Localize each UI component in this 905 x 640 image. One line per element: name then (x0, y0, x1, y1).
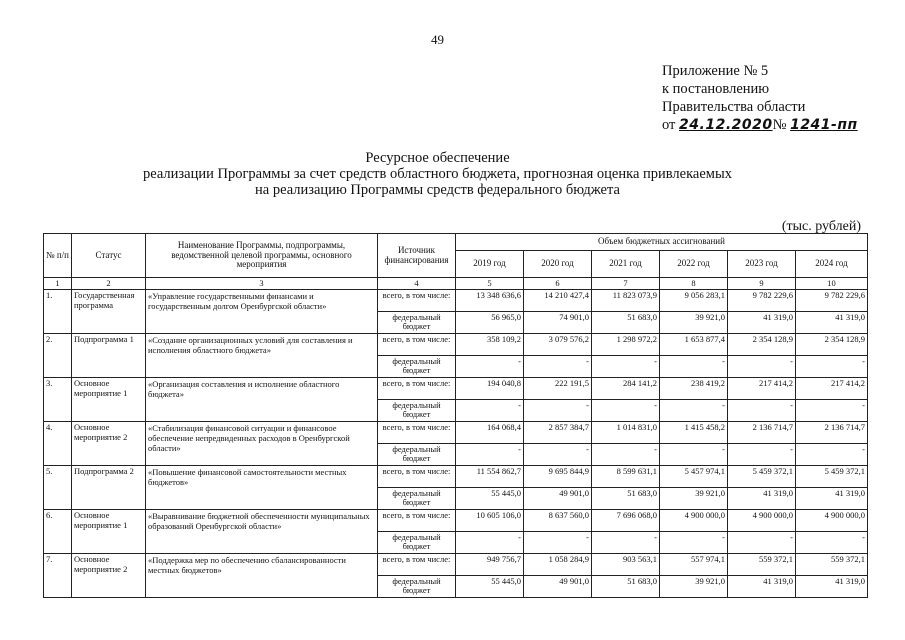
value-federal: - (524, 444, 592, 466)
row-number: 1. (44, 290, 72, 334)
table-row (44, 554, 868, 576)
annex-line-1: Приложение № 5 (662, 63, 769, 79)
value-total: 2 354 128,9 (728, 334, 796, 356)
value-total: 238 419,2 (660, 378, 728, 400)
annex-line-3: Правительства области (662, 99, 806, 115)
value-federal: - (524, 400, 592, 422)
value-total: 7 696 068,0 (592, 510, 660, 532)
value-total: 9 782 229,6 (796, 290, 868, 312)
row-status: Основное мероприятие 1 (72, 510, 146, 554)
value-total: 3 079 576,2 (524, 334, 592, 356)
value-federal: - (524, 532, 592, 554)
header-source: Источник финансирования (378, 234, 456, 278)
value-federal: 41 319,0 (728, 312, 796, 334)
header-year: 2021 год (592, 251, 660, 278)
value-total: 949 756,7 (456, 554, 524, 576)
table-row (44, 290, 868, 312)
row-source-total: всего, в том числе: (378, 554, 456, 576)
value-federal: 39 921,0 (660, 312, 728, 334)
value-total: 2 354 128,9 (796, 334, 868, 356)
value-federal: 56 965,0 (456, 312, 524, 334)
row-status: Подпрограмма 1 (72, 334, 146, 378)
value-total: 1 415 458,2 (660, 422, 728, 444)
value-federal: - (660, 444, 728, 466)
annex-line-2: к постановлению (662, 81, 770, 97)
value-total: 2 857 384,7 (524, 422, 592, 444)
value-federal: 41 319,0 (728, 488, 796, 510)
row-name: «Управление государственными финансами и государственным долгом Оренбургской области» (146, 290, 378, 334)
value-total: 1 014 831,0 (592, 422, 660, 444)
value-total: 9 056 283,1 (660, 290, 728, 312)
value-federal: 55 445,0 (456, 576, 524, 598)
resource-table (43, 233, 868, 598)
title-line-3: на реализацию Программы средств федерального бюджета (255, 182, 620, 198)
value-federal: - (728, 444, 796, 466)
value-federal: 51 683,0 (592, 576, 660, 598)
value-federal: - (456, 400, 524, 422)
header-year: 2023 год (728, 251, 796, 278)
row-number: 2. (44, 334, 72, 378)
row-number: 7. (44, 554, 72, 598)
row-status: Основное мероприятие 2 (72, 554, 146, 598)
value-federal: - (524, 356, 592, 378)
table-row (44, 466, 868, 488)
value-total: 5 459 372,1 (728, 466, 796, 488)
units-label: (тыс. рублей) (781, 219, 861, 234)
row-source-federal: федеральный бюджет (378, 312, 456, 334)
table-row (44, 378, 868, 400)
date-prefix: от (662, 117, 676, 133)
value-total: 8 637 560,0 (524, 510, 592, 532)
value-federal: - (660, 400, 728, 422)
row-source-federal: федеральный бюджет (378, 532, 456, 554)
row-number: 3. (44, 378, 72, 422)
header-name: Наименование Программы, подпрограммы, ведомственной целевой программы, основного мероприятия (146, 234, 378, 278)
value-total: 1 058 284,9 (524, 554, 592, 576)
value-total: 1 298 972,2 (592, 334, 660, 356)
row-source-total: всего, в том числе: (378, 290, 456, 312)
value-federal: 51 683,0 (592, 488, 660, 510)
row-name: «Организация составления и исполнение областного бюджета» (146, 378, 378, 422)
row-name: «Создание организационных условий для составления и исполнения областного бюджета» (146, 334, 378, 378)
header-year: 2024 год (796, 251, 868, 278)
row-name: «Поддержка мер по обеспечению сбалансированности местных бюджетов» (146, 554, 378, 598)
value-total: 9 782 229,6 (728, 290, 796, 312)
value-federal: 51 683,0 (592, 312, 660, 334)
row-name: «Стабилизация финансовой ситуации и финансовое обеспечение непредвиденных расходов в Оренбургской области» (146, 422, 378, 466)
annex-block (662, 62, 858, 134)
title-line-2: реализации Программы за счет средств областного бюджета, прогнозная оценка привлекаемых (143, 166, 732, 182)
value-total: 2 136 714,7 (796, 422, 868, 444)
row-number: 5. (44, 466, 72, 510)
column-number: 10 (796, 278, 868, 290)
value-federal: - (592, 356, 660, 378)
value-federal: 49 901,0 (524, 488, 592, 510)
value-total: 5 459 372,1 (796, 466, 868, 488)
value-federal: 55 445,0 (456, 488, 524, 510)
value-total: 11 823 073,9 (592, 290, 660, 312)
value-total: 10 605 106,0 (456, 510, 524, 532)
value-federal: - (728, 400, 796, 422)
value-federal: - (456, 532, 524, 554)
value-total: 194 040,8 (456, 378, 524, 400)
value-total: 284 141,2 (592, 378, 660, 400)
header-budget: Объем бюджетных ассигнований (456, 234, 868, 251)
row-source-total: всего, в том числе: (378, 334, 456, 356)
title-line-1: Ресурсное обеспечение (365, 150, 510, 166)
value-federal: - (796, 400, 868, 422)
table-row (44, 510, 868, 532)
value-total: 1 653 877,4 (660, 334, 728, 356)
header-year: 2022 год (660, 251, 728, 278)
value-federal: 74 901,0 (524, 312, 592, 334)
value-federal: - (728, 532, 796, 554)
row-name: «Выравнивание бюджетной обеспеченности муниципальных образований Оренбургской области» (146, 510, 378, 554)
row-source-total: всего, в том числе: (378, 422, 456, 444)
value-total: 4 900 000,0 (728, 510, 796, 532)
value-total: 217 414,2 (728, 378, 796, 400)
column-number: 5 (456, 278, 524, 290)
value-total: 4 900 000,0 (796, 510, 868, 532)
column-number: 1 (44, 278, 72, 290)
page-number: 49 (431, 32, 444, 47)
column-number: 9 (728, 278, 796, 290)
column-number: 4 (378, 278, 456, 290)
table-row (44, 422, 868, 444)
column-number: 3 (146, 278, 378, 290)
value-total: 13 348 636,6 (456, 290, 524, 312)
row-status: Основное мероприятие 2 (72, 422, 146, 466)
value-federal: 41 319,0 (796, 312, 868, 334)
header-year: 2019 год (456, 251, 524, 278)
value-total: 358 109,2 (456, 334, 524, 356)
value-total: 11 554 862,7 (456, 466, 524, 488)
row-source-total: всего, в том числе: (378, 378, 456, 400)
row-number: 6. (44, 510, 72, 554)
number-sign: № (772, 117, 787, 133)
header-num: № п/п (44, 234, 72, 278)
value-federal: - (728, 356, 796, 378)
value-total: 4 900 000,0 (660, 510, 728, 532)
value-total: 222 191,5 (524, 378, 592, 400)
column-number: 8 (660, 278, 728, 290)
row-source-total: всего, в том числе: (378, 466, 456, 488)
value-total: 557 974,1 (660, 554, 728, 576)
table-body (44, 290, 868, 598)
row-source-total: всего, в том числе: (378, 510, 456, 532)
header-status: Статус (72, 234, 146, 278)
value-federal: - (660, 532, 728, 554)
value-federal: - (796, 356, 868, 378)
value-total: 2 136 714,7 (728, 422, 796, 444)
value-federal: 41 319,0 (728, 576, 796, 598)
row-source-federal: федеральный бюджет (378, 488, 456, 510)
column-number: 6 (524, 278, 592, 290)
table-row (44, 334, 868, 356)
row-source-federal: федеральный бюджет (378, 400, 456, 422)
value-federal: 39 921,0 (660, 488, 728, 510)
value-federal: - (592, 444, 660, 466)
value-total: 5 457 974,1 (660, 466, 728, 488)
value-federal: - (456, 444, 524, 466)
value-federal: 41 319,0 (796, 488, 868, 510)
header-year: 2020 год (524, 251, 592, 278)
value-federal: - (592, 532, 660, 554)
annex-date-line (662, 116, 858, 134)
value-federal: - (796, 444, 868, 466)
row-status: Основное мероприятие 1 (72, 378, 146, 422)
value-total: 559 372,1 (796, 554, 868, 576)
row-status: Подпрограмма 2 (72, 466, 146, 510)
value-federal: 41 319,0 (796, 576, 868, 598)
row-source-federal: федеральный бюджет (378, 356, 456, 378)
value-total: 14 210 427,4 (524, 290, 592, 312)
value-federal: - (456, 356, 524, 378)
column-number: 2 (72, 278, 146, 290)
value-federal: - (796, 532, 868, 554)
value-total: 8 599 631,1 (592, 466, 660, 488)
row-source-federal: федеральный бюджет (378, 576, 456, 598)
value-total: 164 068,4 (456, 422, 524, 444)
value-total: 559 372,1 (728, 554, 796, 576)
value-federal: 39 921,0 (660, 576, 728, 598)
column-numbers-row (44, 278, 868, 290)
value-federal: - (660, 356, 728, 378)
row-source-federal: федеральный бюджет (378, 444, 456, 466)
row-status: Государственная программа (72, 290, 146, 334)
value-total: 9 695 844,9 (524, 466, 592, 488)
value-total: 217 414,2 (796, 378, 868, 400)
handwritten-date: 24.12.2020 (679, 117, 773, 133)
row-number: 4. (44, 422, 72, 466)
value-total: 903 563,1 (592, 554, 660, 576)
column-number: 7 (592, 278, 660, 290)
value-federal: 49 901,0 (524, 576, 592, 598)
row-name: «Повышение финансовой самостоятельности местных бюджетов» (146, 466, 378, 510)
document-title (0, 150, 875, 198)
handwritten-number: 1241-пп (790, 117, 858, 133)
value-federal: - (592, 400, 660, 422)
